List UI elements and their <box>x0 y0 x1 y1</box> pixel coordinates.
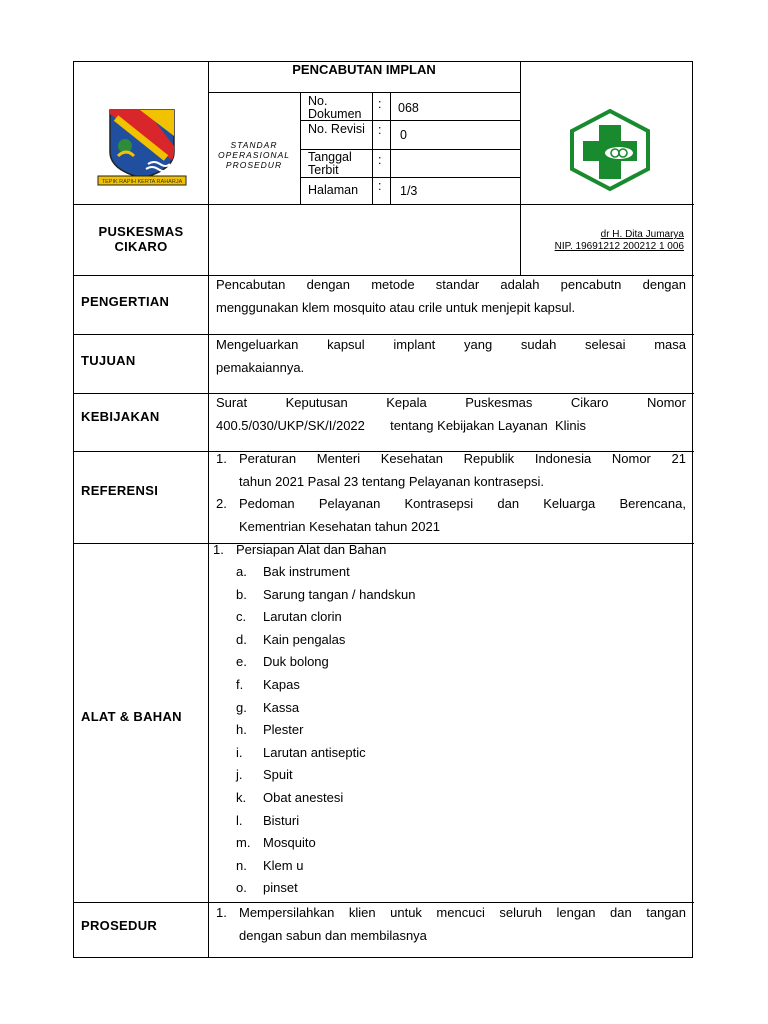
document-title: PENCABUTAN IMPLAN <box>292 62 436 77</box>
field-label-no-revisi: No. Revisi <box>308 122 365 136</box>
alat-item: Obat anestesi <box>263 790 344 805</box>
alat-item: Kapas <box>263 677 300 692</box>
referensi-item-number: 1. <box>216 451 227 466</box>
alat-item: Mosquito <box>263 835 316 851</box>
field-colon: : <box>378 153 382 167</box>
alat-heading-number: 1. <box>213 542 224 557</box>
alat-item: Bisturi <box>263 812 300 828</box>
pengertian-text: Pencabutan dengan metode standar adalah pencabutn dengan menggunakan klem mosquito atau crile untuk menjepit kapsul. <box>216 277 686 315</box>
tujuan-text: Mengeluarkan kapsul implant yang sudah selesai masa pemakaiannya. <box>216 337 686 375</box>
alat-item-letter: g. <box>236 699 247 715</box>
alat-item: Klem u <box>263 857 304 873</box>
alat-item-letter: f. <box>236 677 244 692</box>
rule <box>300 177 520 178</box>
alat-item: Larutan clorin <box>263 609 342 625</box>
field-value-halaman: 1/3 <box>400 184 418 198</box>
prosedur-step: Mempersilahkan klien untuk mencuci seluruh lengan dan tangan dengan sabun dan membilasnya <box>239 905 686 943</box>
field-label-tanggal-terbit: Tanggal Terbit <box>308 150 352 177</box>
field-value-no-dokumen: 068 <box>398 101 419 115</box>
alat-item: pinset <box>263 880 298 896</box>
svg-text:TEPIK RAPIH KERTA RAHARJA: TEPIK RAPIH KERTA RAHARJA <box>101 179 183 185</box>
alat-item-letter: c. <box>236 609 247 625</box>
alat-item: Kassa <box>263 699 300 715</box>
section-label-kebijakan: KEBIJAKAN <box>81 409 160 424</box>
alat-item-letter: l. <box>236 812 243 828</box>
rule <box>390 92 391 204</box>
alat-item-letter: e. <box>236 654 247 670</box>
alat-item: Spuit <box>263 767 293 783</box>
alat-item: Sarung tangan / handskun <box>263 586 416 602</box>
sop-label: STANDAR OPERASIONAL PROSEDUR <box>218 140 290 170</box>
signatory <box>524 229 684 253</box>
section-label-alat-bahan: ALAT & BAHAN <box>81 709 182 724</box>
alat-item-letter: h. <box>236 722 247 738</box>
puskesmas-cross-logo-icon <box>564 107 656 193</box>
alat-item-letter: m. <box>236 835 251 851</box>
field-colon: : <box>378 123 382 137</box>
field-label-halaman: Halaman <box>308 183 359 197</box>
alat-item: Bak instrument <box>263 564 350 579</box>
alat-item-letter: d. <box>236 631 247 647</box>
section-label-referensi: REFERENSI <box>81 483 159 498</box>
referensi-item: Peraturan Menteri Kesehatan Republik Indonesia Nomor 21 tahun 2021 Pasal 23 tentang Pelayanan kontrasepsi. <box>239 451 686 489</box>
referensi-item-number: 2. <box>216 496 227 511</box>
referensi-item: Pedoman Pelayanan Kontrasepsi dan Keluarga Berencana, Kementrian Kesehatan tahun 2021 <box>239 496 686 534</box>
alat-item-letter: a. <box>236 564 247 579</box>
signer-nip: NIP. 19691212 200212 1 006 <box>554 241 684 252</box>
section-label-tujuan: TUJUAN <box>81 353 136 368</box>
section-label-prosedur: PROSEDUR <box>81 918 158 933</box>
alat-item-letter: j. <box>236 767 243 783</box>
rule <box>208 92 520 93</box>
alat-item-letter: k. <box>236 790 247 805</box>
prosedur-step-number: 1. <box>216 905 227 920</box>
alat-item-letter: o. <box>236 880 247 896</box>
alat-item: Duk bolong <box>263 654 329 670</box>
sop-document <box>73 61 693 958</box>
field-value-no-revisi: 0 <box>400 128 407 142</box>
alat-item: Larutan antiseptic <box>263 744 366 760</box>
rule <box>74 204 694 205</box>
section-label-pengertian: PENGERTIAN <box>81 294 170 309</box>
field-colon: : <box>378 179 382 193</box>
org-name: PUSKESMAS CIKARO <box>98 224 184 254</box>
kebijakan-text: Surat Keputusan Kepala Puskesmas Cikaro Nomor 400.5/030/UKP/SK/I/2022 tentang Kebijakan Layanan Klinis <box>216 395 686 433</box>
signer-name: dr H. Dita Jumarya <box>600 229 684 240</box>
rule <box>300 92 301 204</box>
alat-item-letter: n. <box>236 857 247 873</box>
rule <box>372 92 373 204</box>
alat-item-letter: i. <box>236 744 243 760</box>
rule <box>208 62 209 958</box>
alat-item-letter: b. <box>236 586 247 602</box>
field-colon: : <box>378 97 382 111</box>
regency-coat-of-arms-icon <box>96 106 188 186</box>
rule <box>520 62 521 275</box>
alat-item: Plester <box>263 722 304 738</box>
field-label-no-dokumen: No. Dokumen <box>308 94 362 121</box>
alat-item: Kain pengalas <box>263 631 346 647</box>
alat-heading: Persiapan Alat dan Bahan <box>236 542 387 557</box>
